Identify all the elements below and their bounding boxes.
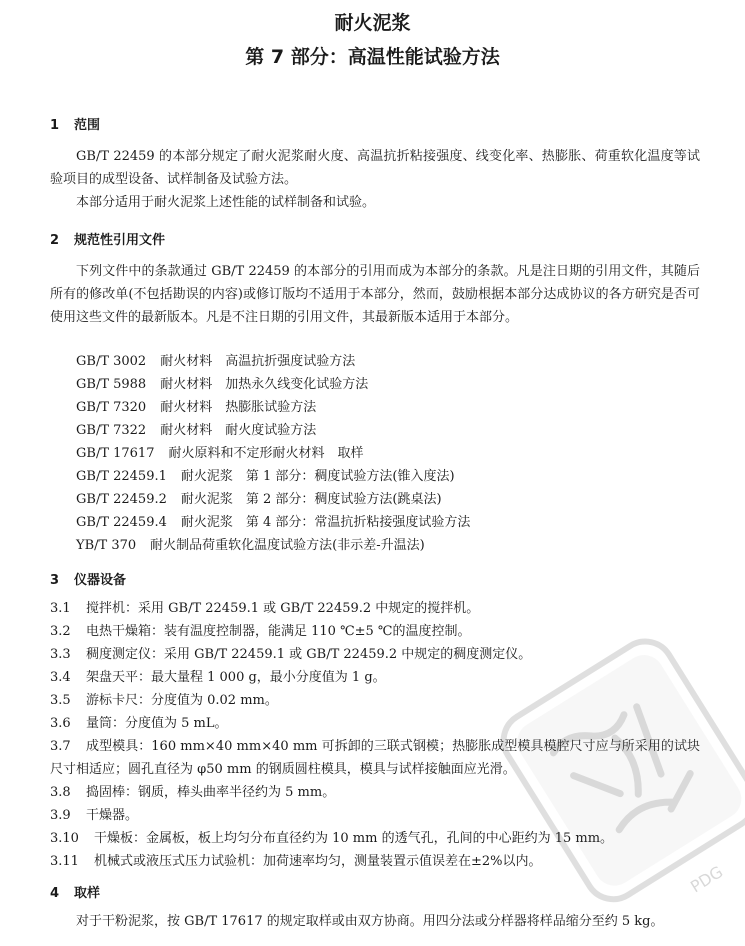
reference-code: YB/T 370 bbox=[76, 538, 137, 553]
reference-code: GB/T 22459.4 bbox=[76, 515, 167, 530]
reference-title: 耐火制品荷重软化温度试验方法(非示差-升温法) bbox=[150, 538, 425, 553]
reference-item bbox=[76, 419, 316, 438]
item-number: 3.2 bbox=[50, 624, 71, 639]
item-text: 干燥板：金属板，板上均匀分布直径约为 10 mm 的透气孔，孔间的中心距约为 15 mm。 bbox=[94, 831, 614, 846]
section-title: 取样 bbox=[74, 886, 101, 901]
scope-paragraph-1: GB/T 22459 的本部分规定了耐火泥浆耐火度、高温抗折粘接强度、线变化率、热膨胀、荷重软化温度等试验项目的成型设备、试样制备及试验方法。 bbox=[50, 149, 700, 187]
equipment-item bbox=[50, 804, 700, 827]
equipment-item bbox=[50, 712, 700, 735]
item-text: 机械式或液压式压力试验机：加荷速率均匀，测量装置示值误差在±2%以内。 bbox=[94, 854, 542, 869]
reference-item bbox=[76, 442, 364, 461]
section-number: 4 bbox=[50, 886, 60, 901]
section-title: 规范性引用文件 bbox=[74, 233, 166, 248]
reference-item bbox=[76, 373, 368, 392]
reference-title: 耐火材料 热膨胀试验方法 bbox=[160, 400, 317, 415]
reference-title: 耐火泥浆 第 4 部分：常温抗折粘接强度试验方法 bbox=[180, 515, 471, 530]
section-number: 3 bbox=[50, 573, 60, 588]
item-number: 3.9 bbox=[50, 808, 71, 823]
item-text: 干燥器。 bbox=[86, 808, 139, 823]
equipment-item bbox=[50, 643, 700, 666]
item-number: 3.4 bbox=[50, 670, 71, 685]
reference-code: GB/T 5988 bbox=[76, 377, 147, 392]
reference-item bbox=[76, 511, 470, 530]
document-subtitle: 第 7 部分：高温性能试验方法 bbox=[245, 46, 500, 68]
reference-item bbox=[76, 488, 442, 507]
reference-code: GB/T 7320 bbox=[76, 400, 147, 415]
section-number: 1 bbox=[50, 118, 60, 133]
equipment-item bbox=[50, 850, 700, 873]
watermark-text: PDG bbox=[687, 862, 727, 897]
item-number: 3.1 bbox=[50, 601, 71, 616]
item-number: 3.8 bbox=[50, 785, 71, 800]
section-heading-scope bbox=[50, 114, 100, 133]
section-number: 2 bbox=[50, 233, 60, 248]
item-text: 成型模具：160 mm×40 mm×40 mm 可拆卸的三联式钢模；热膨胀成型模具模腔尺寸应与所采用的试块尺寸相适应；圆孔直径为 φ50 mm 的钢质圆柱模具，模具与试样接触面应光滑。 bbox=[50, 739, 700, 777]
section-title: 仪器设备 bbox=[74, 573, 127, 588]
item-number: 3.6 bbox=[50, 716, 71, 731]
equipment-item bbox=[50, 689, 700, 712]
reference-title: 耐火材料 高温抗折强度试验方法 bbox=[160, 354, 356, 369]
section-heading-normative bbox=[50, 229, 165, 248]
normative-intro-paragraph: 下列文件中的条款通过 GB/T 22459 的本部分的引用而成为本部分的条款。凡是注日期的引用文件，其随后所有的修改单(不包括勘误的内容)或修订版均不适用于本部分，然而，鼓励根据本部分达成协议的各方研究是否可使用这些文件的最新版本。凡是不注日期的引用文件，其最新版本适用于本部分。 bbox=[50, 264, 700, 325]
reference-item bbox=[76, 465, 455, 484]
reference-title: 耐火原料和不定形耐火材料 取样 bbox=[168, 446, 364, 461]
equipment-item bbox=[50, 781, 700, 804]
reference-item bbox=[76, 534, 425, 553]
reference-title: 耐火泥浆 第 1 部分：稠度试验方法(锥入度法) bbox=[180, 469, 455, 484]
item-number: 3.3 bbox=[50, 647, 71, 662]
reference-title: 耐火材料 加热永久线变化试验方法 bbox=[160, 377, 369, 392]
reference-title: 耐火材料 耐火度试验方法 bbox=[160, 423, 317, 438]
item-number: 3.10 bbox=[50, 831, 79, 846]
reference-title: 耐火泥浆 第 2 部分：稠度试验方法(跳桌法) bbox=[180, 492, 442, 507]
section-heading-sampling bbox=[50, 882, 100, 901]
reference-code: GB/T 22459.2 bbox=[76, 492, 167, 507]
item-text: 电热干燥箱：装有温度控制器，能满足 110 ℃±5 ℃的温度控制。 bbox=[86, 624, 471, 639]
sampling-paragraph-1: 对于干粉泥浆，按 GB/T 17617 的规定取样或由双方协商。用四分法或分样器将样品缩分至约 5 kg。 bbox=[76, 914, 664, 929]
scope-paragraph-2: 本部分适用于耐火泥浆上述性能的试样制备和试验。 bbox=[76, 195, 376, 210]
equipment-item bbox=[50, 620, 700, 643]
item-number: 3.7 bbox=[50, 739, 71, 754]
reference-code: GB/T 22459.1 bbox=[76, 469, 167, 484]
item-number: 3.5 bbox=[50, 693, 71, 708]
section-title: 范围 bbox=[74, 118, 101, 133]
equipment-item bbox=[50, 827, 700, 850]
equipment-item bbox=[50, 666, 700, 689]
section-heading-equipment bbox=[50, 569, 126, 588]
reference-item bbox=[76, 350, 355, 369]
equipment-item bbox=[50, 735, 700, 781]
item-number: 3.11 bbox=[50, 854, 79, 869]
item-text: 搅拌机：采用 GB/T 22459.1 或 GB/T 22459.2 中规定的搅拌机。 bbox=[86, 601, 480, 616]
reference-item bbox=[76, 396, 316, 415]
item-text: 稠度测定仪：采用 GB/T 22459.1 或 GB/T 22459.2 中规定的稠度测定仪。 bbox=[86, 647, 532, 662]
equipment-item bbox=[50, 597, 700, 620]
document-title: 耐火泥浆 bbox=[334, 12, 411, 34]
reference-code: GB/T 3002 bbox=[76, 354, 147, 369]
item-text: 捣固棒：钢质，棒头曲率半径约为 5 mm。 bbox=[86, 785, 336, 800]
item-text: 架盘天平：最大量程 1 000 g，最小分度值为 1 g。 bbox=[86, 670, 386, 685]
item-text: 量筒：分度值为 5 mL。 bbox=[86, 716, 228, 731]
item-text: 游标卡尺：分度值为 0.02 mm。 bbox=[86, 693, 278, 708]
reference-code: GB/T 7322 bbox=[76, 423, 147, 438]
reference-code: GB/T 17617 bbox=[76, 446, 155, 461]
